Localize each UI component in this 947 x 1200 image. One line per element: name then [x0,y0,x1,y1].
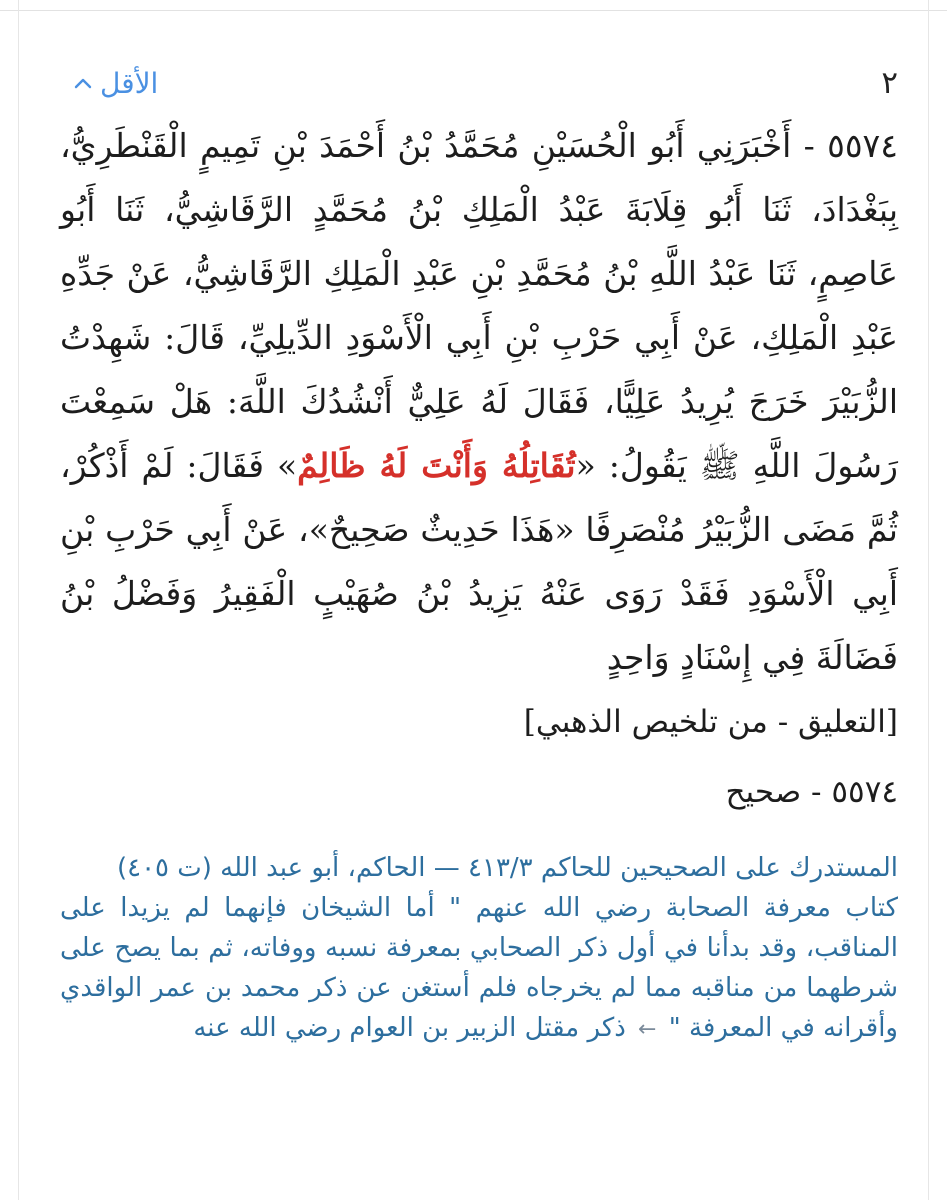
chapter-subtitle: ذكر مقتل الزبير بن العوام رضي الله عنه [193,1013,626,1043]
page-number: ٢ [881,65,898,101]
show-less-button[interactable] [74,67,158,100]
left-border-line [18,0,19,1200]
sahih-verdict: ٥٥٧٤ - صحيح [725,774,898,810]
hadith-text [60,114,898,690]
header-row [60,58,898,108]
top-bar [0,0,947,11]
chevron-up-icon [74,77,92,89]
source-reference [60,848,898,1050]
right-border-line [928,0,929,1200]
hadith-quote-highlight: تُقَاتِلُهُ وَأَنْتَ لَهُ ظَالِمٌ [297,446,576,485]
chapter-text: كتاب معرفة الصحابة رضي الله عنهم " أما الشيخان فإنهما لم يزيدا على المناقب، وقد بدأنا في أول ذكر الصحابي بمعرفة نسبه ووفاته، ثم بما يصح على شرطهما من مناقبه مما لم يخرجاه فلم أستغن عن ذكر محمد بن عمر الواقدي وأقرانه في المعرفة " [60,893,898,1043]
ta3liq-heading: [التعليق - من تلخيص الذهبي] [523,704,898,740]
source-book-citation[interactable]: المستدرك على الصحيحين للحاكم ٤١٣/٣ — الحاكم، أبو عبد الله (ت ٤٠٥) [116,853,898,883]
show-less-label: الأقل [100,66,159,100]
hadith-text-part1: ٥٥٧٤ - أَخْبَرَنِي أَبُو الْحُسَيْنِ مُحَمَّدُ بْنُ أَحْمَدَ بْنِ تَمِيمٍ الْقَنْطَرِيُّ، بِبَغْدَادَ، ثَنَا أَبُو قِلَابَةَ عَبْدُ الْمَلِكِ بْنُ مُحَمَّدٍ الرَّقَاشِيُّ، ثَنَا أَبُو عَاصِمٍ، ثَنَا عَبْدُ اللَّهِ بْنُ مُحَمَّدِ بْنِ عَبْدِ الْمَلِكِ الرَّقَاشِيُّ، عَنْ جَدِّهِ عَبْدِ الْمَلِكِ، عَنْ أَبِي حَرْبِ بْنِ أَبِي الْأَسْوَدِ الدِّيلِيِّ، قَالَ: شَهِدْتُ الزُّبَيْرَ خَرَجَ يُرِيدُ عَلِيًّا، فَقَالَ لَهُ عَلِيٌّ أَنْشُدُكَ اللَّهَ: هَلْ سَمِعْتَ رَسُولَ اللَّهِ ﷺ يَقُولُ: « [60,126,899,485]
hadith-text-part2: » فَقَالَ: لَمْ أَذْكُرْ، ثُمَّ مَضَى الزُّبَيْرُ مُنْصَرِفًا «هَذَا حَدِيثٌ صَحِيحٌ»، عَنْ أَبِي حَرْبِ بْنِ أَبِي الْأَسْوَدِ فَقَدْ رَوَى عَنْهُ يَزِيدُ بْنُ صُهَيْبٍ الْفَقِيرُ وَفَضْلُ بْنُ فَضَالَةَ فِي إِسْنَادٍ وَاحِدٍ [60,446,898,677]
hadith-page [60,58,898,1050]
arrow-left-icon: ← [638,1017,657,1042]
chapter-path[interactable] [60,888,898,1050]
